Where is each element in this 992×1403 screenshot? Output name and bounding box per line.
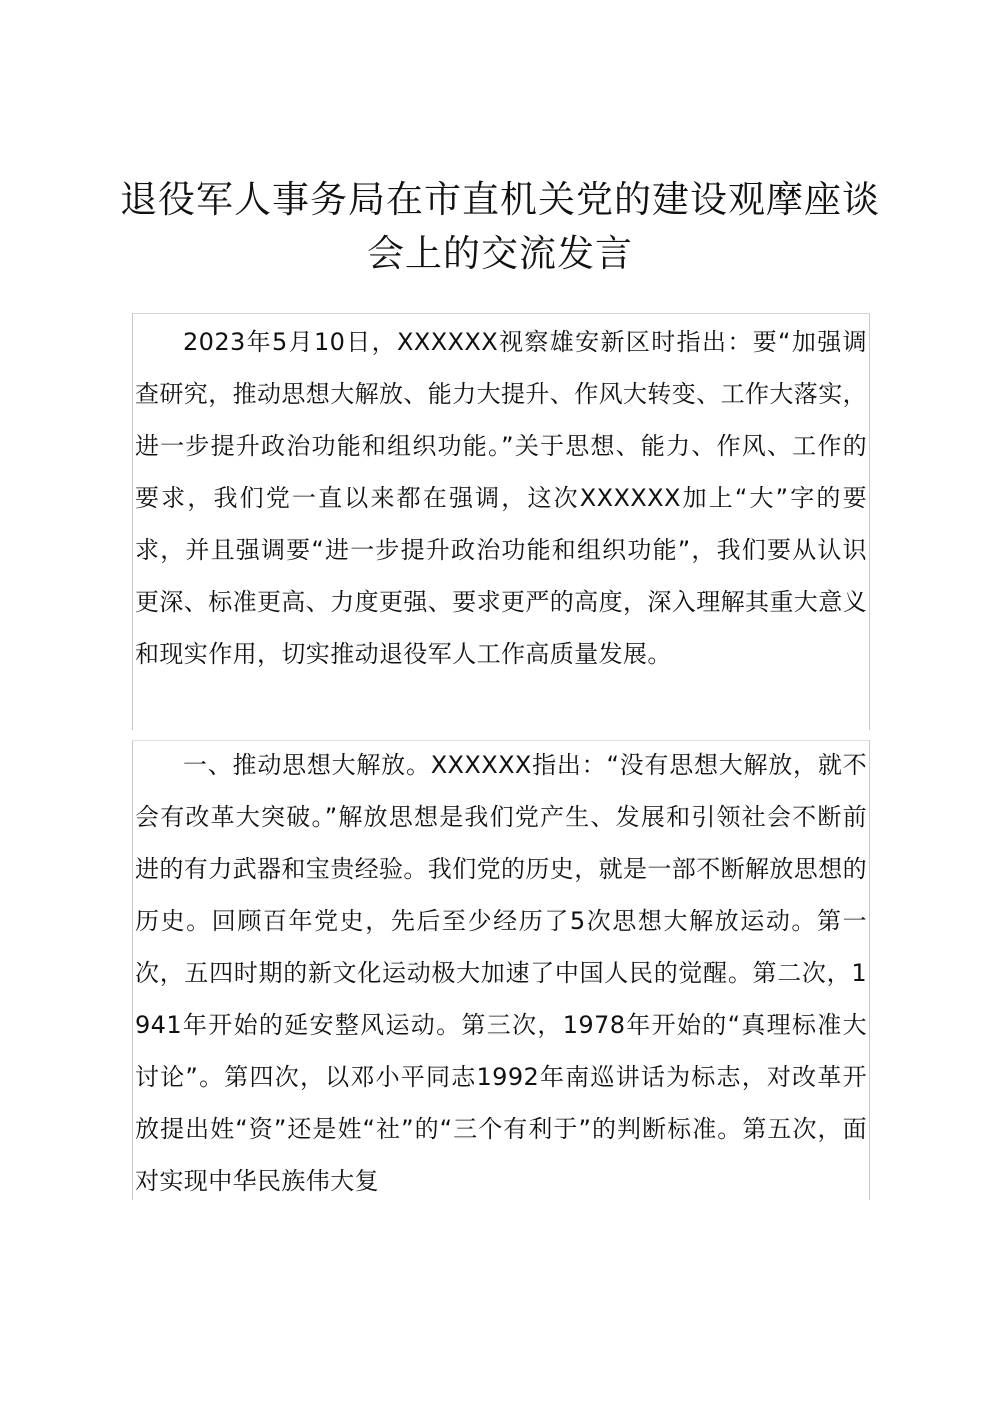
paragraph-block-2 — [132, 740, 870, 1200]
document-title: 退役军人事务局在市直机关党的建设观摩座谈会上的交流发言 — [120, 177, 880, 275]
paragraph-block-1 — [132, 313, 870, 730]
paragraph-2: 一、推动思想大解放。XXXXXX指出：“没有思想大解放，就不会有改革大突破。”解放思想是我们党产生、发展和引领社会不断前进的有力武器和宝贵经验。我们党的历史，就是一部不断解放思想的历史。回顾百年党史，先后至少经历了5次思想大解放运动。第一次，五四时期的新文化运动极大加速了中国人民的觉醒。第二次，1941年开始的延安整风运动。第三次，1978年开始的“真理标准大讨论”。第四次，以邓小平同志1992年南巡讲话为标志，对改革开放提出姓“资”还是姓“社”的“三个有利于”的判断标准。第五次，面对实现中华民族伟大复 — [135, 751, 867, 1195]
paragraph-1: 2023年5月10日，XXXXXX视察雄安新区时指出：要“加强调查研究，推动思想大解放、能力大提升、作风大转变、工作大落实，进一步提升政治功能和组织功能。”关于思想、能力、作风、工作的要求，我们党一直以来都在强调，这次XXXXXX加上“大”字的要求，并且强调要“进一步提升政治功能和组织功能”，我们要从认识更深、标准更高、力度更强、要求更严的高度，深入理解其重大意义和现实作用，切实推动退役军人工作高质量发展。 — [135, 328, 867, 668]
